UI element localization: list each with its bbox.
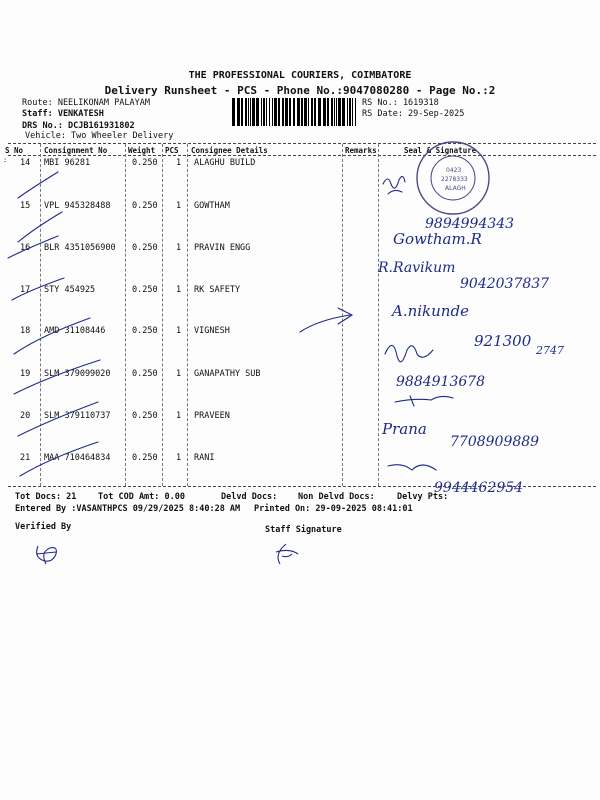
verifier-signature	[30, 540, 70, 570]
barcode-bar	[285, 98, 288, 126]
row-pcs: 1	[176, 158, 182, 168]
barcode-bar	[318, 98, 321, 126]
handwritten-phone: 9944462954	[434, 480, 524, 496]
row-sno: 20	[20, 411, 31, 421]
table-bottom-rule	[8, 486, 596, 487]
row-consignee: PRAVIN ENGG	[194, 243, 251, 253]
row-pcs: 1	[176, 411, 182, 421]
barcode-bar	[314, 98, 316, 126]
barcode-bar	[248, 98, 249, 126]
barcode-bar	[261, 98, 262, 126]
row-sno: 14	[20, 158, 31, 168]
col-signature: Seal & Signature	[404, 146, 477, 155]
row-sno: 17	[20, 285, 31, 295]
arrow-stroke	[300, 315, 350, 332]
col-consignment: Consignment No	[44, 146, 108, 155]
row-weight: 0.250	[132, 285, 158, 295]
handwritten-phone: 9894994343	[425, 216, 515, 232]
row-consignee: ALAGHU BUILD	[194, 158, 256, 168]
barcode-bar	[331, 98, 333, 126]
row-consignee: VIGNESH	[194, 326, 230, 336]
barcode-bar	[269, 98, 270, 126]
verified-by-label: Verified By	[15, 522, 72, 532]
barcode-bar	[282, 98, 284, 126]
row-pcs: 1	[176, 201, 182, 211]
row-consignee: GANAPATHY SUB	[194, 369, 261, 379]
company-title: THE PROFESSIONAL COURIERS, COIMBATORE	[188, 70, 412, 81]
barcode-bar	[347, 98, 348, 126]
barcode-bar	[278, 98, 280, 126]
handwritten-phone: 7708909889	[450, 434, 540, 450]
total-docs: Tot Docs: 21	[15, 492, 77, 502]
barcode-bar	[304, 98, 307, 126]
row-weight: 0.250	[132, 411, 158, 421]
tick-mark	[8, 236, 58, 258]
signature-scribble	[388, 465, 436, 470]
rs-number: RS No.: 1619318	[362, 98, 439, 108]
printed-on: Printed On: 29-09-2025 08:41:01	[254, 504, 413, 514]
barcode-bar	[355, 98, 356, 126]
row-consignee: RANI	[194, 453, 215, 463]
handwritten-name: R.Ravikum	[378, 260, 456, 276]
barcode	[232, 98, 360, 126]
row-consignment: MBI 96281	[44, 158, 91, 168]
barcode-bar	[252, 98, 255, 126]
barcode-bar	[336, 98, 337, 126]
handwritten-name: Prana	[382, 420, 427, 438]
handwritten-name: A.nikunde	[392, 302, 469, 320]
barcode-bar	[342, 98, 345, 126]
signature-scribble	[385, 345, 433, 361]
row-consignment: SLM 379099020	[44, 369, 111, 379]
row-weight: 0.250	[132, 369, 158, 379]
seal-stamp	[417, 142, 489, 214]
runsheet-subtitle: Delivery Runsheet - PCS - Phone No.:9047080280 - Page No.:2	[104, 84, 496, 97]
barcode-bar	[263, 98, 265, 126]
staff-label: Staff: VENKATESH	[22, 109, 104, 119]
row-pcs: 1	[176, 369, 182, 379]
svg-text:ALAGH: ALAGH	[445, 185, 466, 192]
barcode-bar	[237, 98, 240, 126]
barcode-bar	[349, 98, 351, 126]
barcode-bar	[272, 98, 273, 126]
row-pcs: 1	[176, 285, 182, 295]
row-weight: 0.250	[132, 158, 158, 168]
vehicle-label: Vehicle: Two Wheeler Delivery	[25, 131, 174, 141]
svg-text:2278333: 2278333	[441, 176, 468, 183]
row-consignment: MAA 710464834	[44, 453, 111, 463]
barcode-bar	[289, 98, 291, 126]
signature-scribble	[383, 176, 405, 194]
barcode-bar	[301, 98, 303, 126]
delivery-points: Delvy Pts:	[397, 492, 449, 502]
row-consignee: RK SAFETY	[194, 285, 241, 295]
handwriting-layer	[0, 140, 600, 500]
barcode-bar	[293, 98, 295, 126]
tick-mark	[20, 442, 98, 476]
delivered-docs: Delvd Docs:	[221, 492, 278, 502]
col-weight: Weight	[128, 146, 156, 155]
row-weight: 0.250	[132, 201, 158, 211]
handwritten-phone: 9042037837	[460, 276, 550, 292]
barcode-bar	[338, 98, 341, 126]
barcode-bar	[245, 98, 247, 126]
row-consignment: STY 454925	[44, 285, 96, 295]
barcode-bar	[274, 98, 277, 126]
handwritten-number: 2747	[536, 344, 564, 357]
signature-scribble	[395, 396, 453, 406]
handwritten-number: 921300	[474, 332, 532, 350]
barcode-bar	[241, 98, 243, 126]
row-weight: 0.250	[132, 243, 158, 253]
col-sno: S No	[5, 146, 24, 155]
row-consignee: PRAVEEN	[194, 411, 230, 421]
handwritten-phone: 9884913678	[396, 374, 486, 390]
row-sno: 15	[20, 201, 31, 211]
tick-mark	[18, 172, 58, 198]
barcode-bar	[323, 98, 326, 126]
barcode-bar	[232, 98, 235, 126]
col-consignee: Consignee Details	[191, 146, 268, 155]
row-weight: 0.250	[132, 326, 158, 336]
row-pcs: 1	[176, 453, 182, 463]
tick-mark	[18, 402, 98, 436]
handwritten-name: Gowtham.R	[393, 230, 482, 248]
barcode-bar	[266, 98, 267, 126]
tick-mark	[14, 318, 90, 354]
barcode-bar	[256, 98, 259, 126]
row-pcs: 1	[176, 243, 182, 253]
barcode-bar	[311, 98, 313, 126]
row-consignee: GOWTHAM	[194, 201, 230, 211]
row-consignment: VPL 945328488	[44, 201, 111, 211]
row-sno: 19	[20, 369, 31, 379]
tick-mark	[12, 278, 64, 300]
row-consignment: AMD 31108446	[44, 326, 106, 336]
barcode-bar	[250, 98, 251, 126]
total-cod: Tot COD Amt: 0.00	[98, 492, 185, 502]
barcode-bar	[327, 98, 329, 126]
row-sno: 18	[20, 326, 31, 336]
non-delivered-docs: Non Delvd Docs:	[298, 492, 375, 502]
row-consignment: BLR 4351056900	[44, 243, 116, 253]
barcode-bar	[352, 98, 353, 126]
barcode-bar	[334, 98, 335, 126]
drs-label: DRS No.: DCJB161931802	[22, 121, 135, 131]
staff-signature-label: Staff Signature	[265, 525, 342, 535]
row-pcs: 1	[176, 326, 182, 336]
svg-text:0423: 0423	[446, 167, 462, 174]
staff-signature	[268, 540, 308, 570]
route-label: Route: NEELIKONAM PALAYAM	[22, 98, 150, 108]
rs-date: RS Date: 29-Sep-2025	[362, 109, 465, 119]
row-weight: 0.250	[132, 453, 158, 463]
col-pcs: PCS	[165, 146, 179, 155]
row-sno: 21	[20, 453, 31, 463]
row-consignment: SLM 379110737	[44, 411, 111, 421]
barcode-bar	[297, 98, 300, 126]
entered-by: Entered By :VASANTHPCS 09/29/2025 8:40:28 AM	[15, 504, 241, 514]
barcode-bar	[308, 98, 309, 126]
tick-mark	[14, 360, 100, 394]
col-remarks: Remarks	[345, 146, 377, 155]
row-marker: :	[3, 156, 8, 164]
row-sno: 16	[20, 243, 31, 253]
